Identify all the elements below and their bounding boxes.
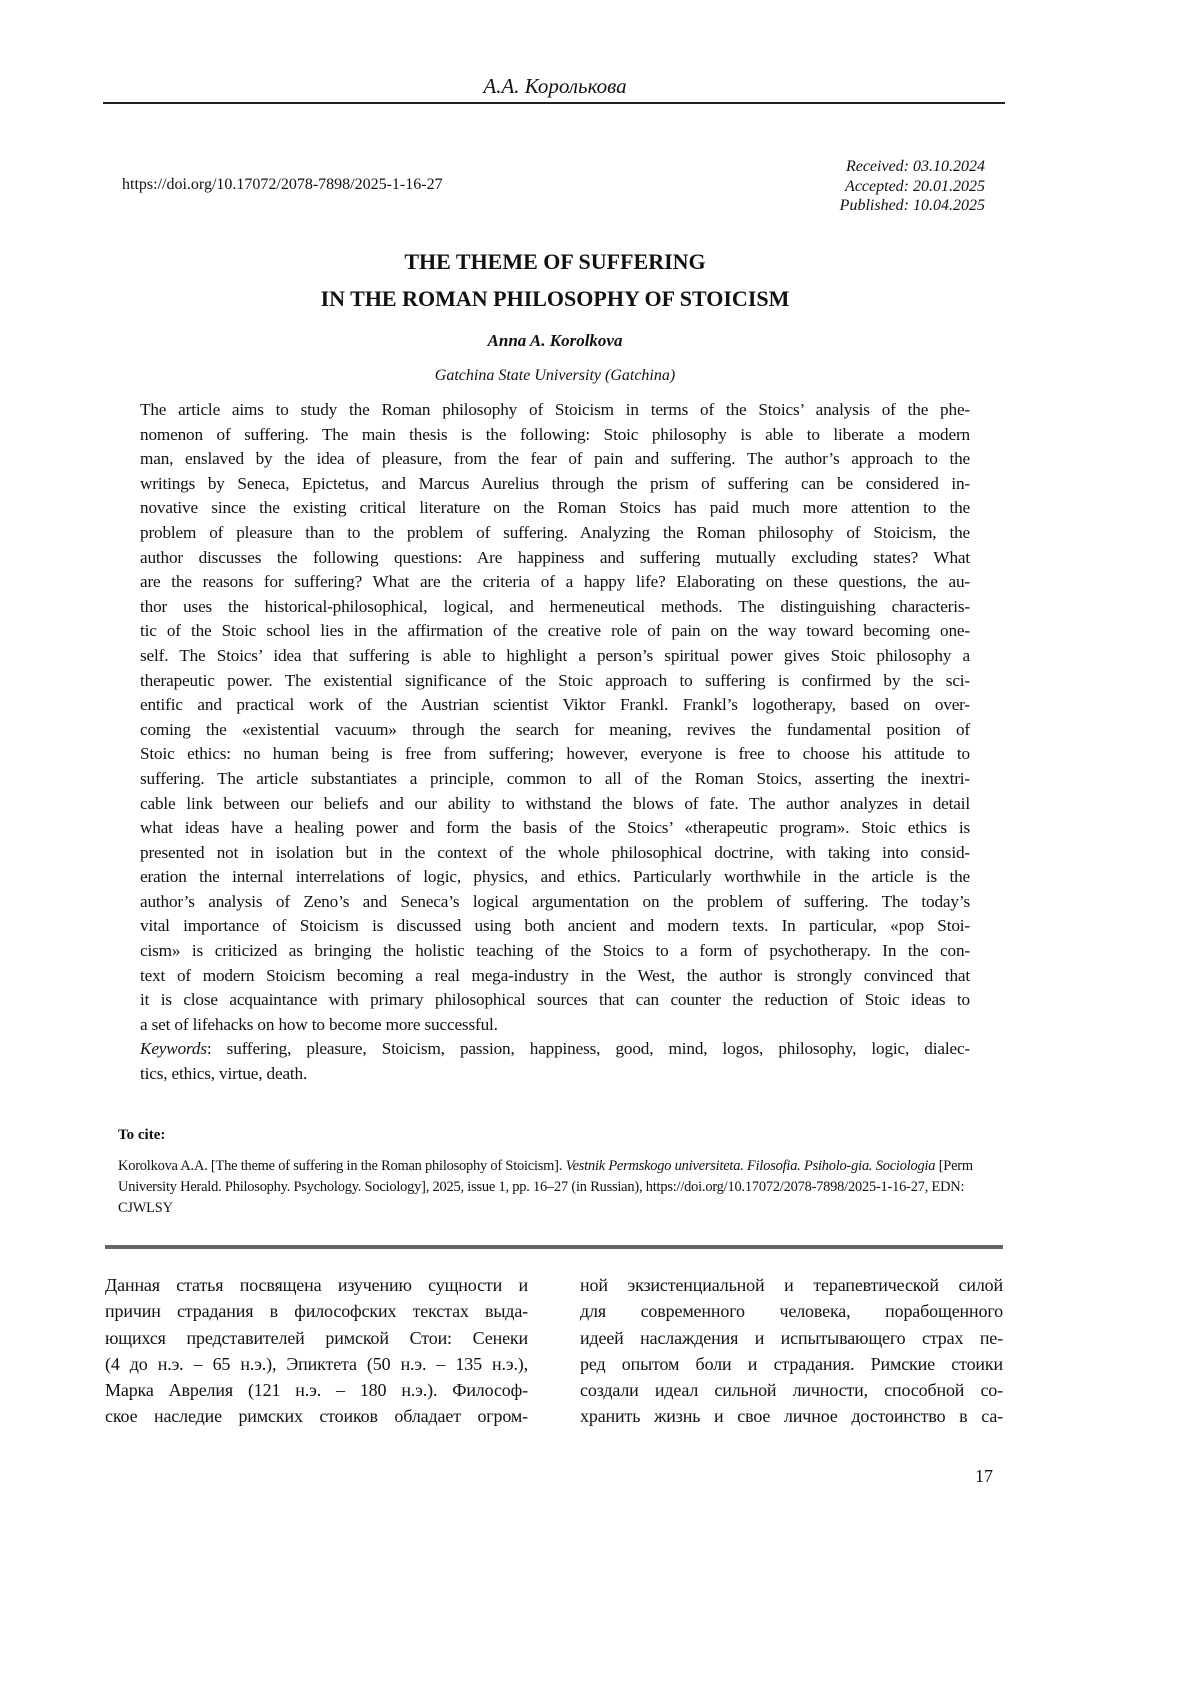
abstract-body — [140, 398, 970, 1037]
doi-link[interactable]: https://doi.org/10.17072/2078-7898/2025-1-16-27 — [122, 176, 443, 194]
text-line: author’s analysis of Zeno’s and Seneca’s logical argumentation on the problem of suffering. The today’s — [140, 890, 970, 915]
text-line: thor uses the historical-philosophical, logical, and hermeneutical methods. The distinguishing characteris- — [140, 595, 970, 620]
text-line: suffering. The article substantiates a principle, common to all of the Roman Stoics, asserting the inextri- — [140, 767, 970, 792]
text-line: ское наследие римских стоиков обладает огром- — [105, 1403, 528, 1429]
citation-details: [Perm University Herald. Philosophy. Psychology. Sociology], 2025, issue 1, pp. 16–27 (in Russian), https://doi.org/10.17072/2078-7898/2025-1-16-27, EDN: CJWLSY — [118, 1158, 973, 1216]
text-line: are the reasons for suffering? What are the criteria of a happy life? Elaborating on these questions, the au- — [140, 570, 970, 595]
text-line: для современного человека, порабощенного — [580, 1298, 1003, 1324]
text-line: ред опытом боли и страдания. Римские стоики — [580, 1351, 1003, 1377]
page — [0, 0, 1200, 1697]
text-line: nomenon of suffering. The main thesis is the following: Stoic philosophy is able to liberate a modern — [140, 423, 970, 448]
text-line: text of modern Stoicism becoming a real mega-industry in the West, the author is strongly convinced that — [140, 964, 970, 989]
header-rule — [103, 102, 1005, 104]
page-number: 17 — [975, 1466, 993, 1487]
accepted-date: Accepted: 20.01.2025 — [840, 177, 985, 197]
text-line: novative since the existing critical literature on the Roman Stoics has paid much more attention to the — [140, 496, 970, 521]
keywords-label: Keywords — [140, 1039, 207, 1058]
article-title — [0, 243, 1110, 317]
text-line: it is close acquaintance with primary philosophical sources that can counter the reduction of Stoic ideas to — [140, 988, 970, 1013]
text-line: problem of pleasure than to the problem of suffering. Analyzing the Roman philosophy of Stoicism, the — [140, 521, 970, 546]
text-line: Данная статья посвящена изучению сущности и — [105, 1272, 528, 1298]
author-name: Anna A. Korolkova — [0, 331, 1110, 351]
citation-journal: Vestnik Permskogo universiteta. Filosofia. Psiholo-gia. Sociologia — [566, 1158, 936, 1174]
text-line: Stoic ethics: no human being is free from suffering; however, everyone is free to choose his attitude to — [140, 742, 970, 767]
body-column-left — [105, 1272, 528, 1430]
title-line: THE THEME OF SUFFERING — [0, 243, 1110, 280]
text-line: Марка Аврелия (121 н.э. – 180 н.э.). Философ- — [105, 1377, 528, 1403]
title-line: IN THE ROMAN PHILOSOPHY OF STOICISM — [0, 280, 1110, 317]
section-divider — [105, 1245, 1003, 1249]
text-line: writings by Seneca, Epictetus, and Marcus Aurelius through the prism of suffering can be considered in- — [140, 472, 970, 497]
text-line: tic of the Stoic school lies in the affirmation of the creative role of pain on the way toward becoming one- — [140, 619, 970, 644]
running-header: А.А. Королькова — [0, 74, 1110, 99]
received-date: Received: 03.10.2024 — [840, 157, 985, 177]
text-line: ющихся представителей римской Стои: Сенеки — [105, 1325, 528, 1351]
citation — [118, 1156, 988, 1219]
text-line: what ideas have a healing power and form the basis of the Stoics’ «therapeutic program». Stoic ethics is — [140, 816, 970, 841]
published-date: Published: 10.04.2025 — [840, 196, 985, 216]
cite-heading: To cite: — [118, 1127, 165, 1144]
text-line: therapeutic power. The existential significance of the Stoic approach to suffering is confirmed by the sci- — [140, 669, 970, 694]
abstract — [140, 398, 970, 1087]
keywords-line — [140, 1037, 970, 1062]
text-line: (4 до н.э. – 65 н.э.), Эпиктета (50 н.э. – 135 н.э.), — [105, 1351, 528, 1377]
text-line: entific and practical work of the Austrian scientist Viktor Frankl. Frankl’s logotherapy, based on over- — [140, 693, 970, 718]
text-line: presented not in isolation but in the context of the whole philosophical doctrine, with taking into consid- — [140, 841, 970, 866]
text-line: eration the internal interrelations of logic, physics, and ethics. Particularly worthwhile in the article is the — [140, 865, 970, 890]
text-line: self. The Stoics’ idea that suffering is able to highlight a person’s spiritual power gives Stoic philosophy a — [140, 644, 970, 669]
text-line: cism» is criticized as bringing the holistic teaching of the Stoics to a form of psychotherapy. In the con- — [140, 939, 970, 964]
text-line: The article aims to study the Roman philosophy of Stoicism in terms of the Stoics’ analysis of the phe- — [140, 398, 970, 423]
text-line: vital importance of Stoicism is discussed using both ancient and modern texts. In particular, «pop Stoi- — [140, 914, 970, 939]
keywords-text: : suffering, pleasure, Stoicism, passion, happiness, good, mind, logos, philosophy, logic, dialec- — [207, 1039, 970, 1058]
text-line: ной экзистенциальной и терапевтической силой — [580, 1272, 1003, 1298]
text-line: a set of lifehacks on how to become more successful. — [140, 1013, 970, 1038]
text-line: author discusses the following questions: Are happiness and suffering mutually excluding states? What — [140, 546, 970, 571]
text-line: создали идеал сильной личности, способной со- — [580, 1377, 1003, 1403]
keywords-line: tics, ethics, virtue, death. — [140, 1062, 970, 1087]
affiliation: Gatchina State University (Gatchina) — [0, 367, 1110, 385]
dates-block — [840, 157, 985, 216]
body-column-right — [580, 1272, 1003, 1430]
text-line: хранить жизнь и свое личное достоинство в са- — [580, 1403, 1003, 1429]
text-line: причин страдания в философских текстах выда- — [105, 1298, 528, 1324]
text-line: идеей наслаждения и испытывающего страх пе- — [580, 1325, 1003, 1351]
citation-authors-title: Korolkova A.A. [The theme of suffering in the Roman philosophy of Stoicism]. — [118, 1158, 566, 1174]
text-line: coming the «existential vacuum» through the search for meaning, revives the fundamental position of — [140, 718, 970, 743]
text-line: cable link between our beliefs and our ability to withstand the blows of fate. The author analyzes in detail — [140, 792, 970, 817]
text-line: man, enslaved by the idea of pleasure, from the fear of pain and suffering. The author’s approach to the — [140, 447, 970, 472]
